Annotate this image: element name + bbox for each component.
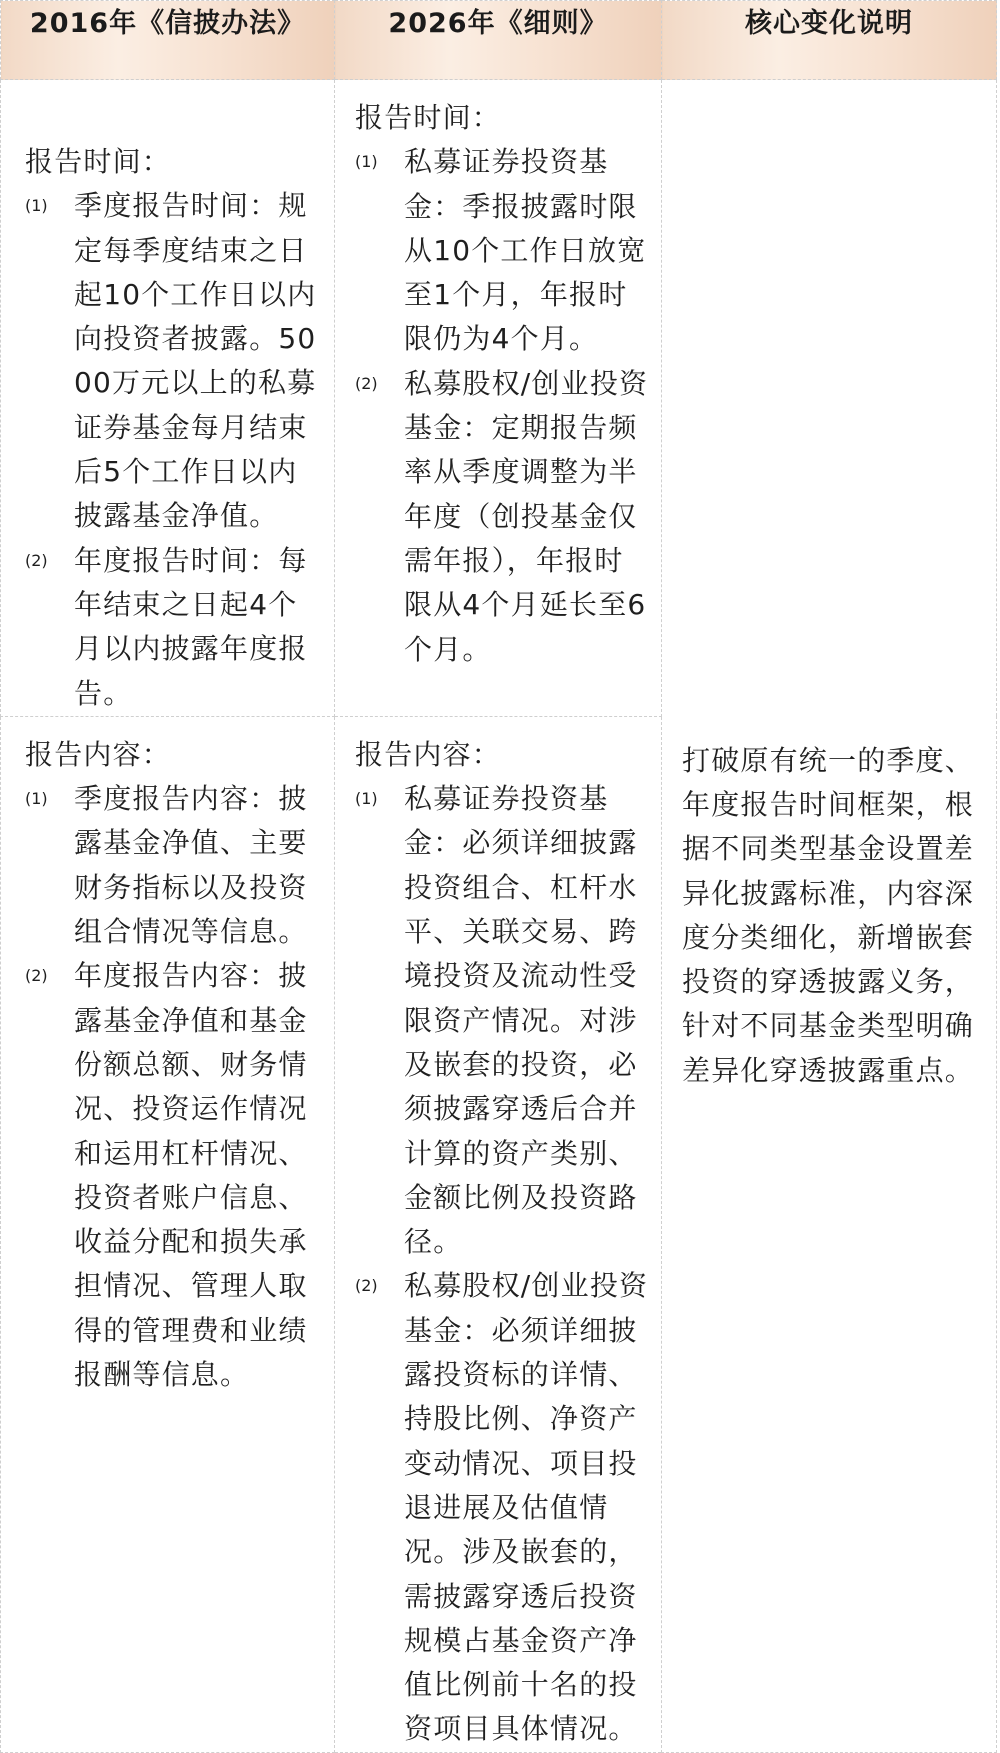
new-report-content-heading: 报告内容： <box>355 737 502 771</box>
column-header-change-summary: 核心变化说明 <box>662 1 997 80</box>
old-report-time-cell <box>1 80 335 717</box>
old-report-time-heading: 报告时间： <box>25 145 172 178</box>
item-text: 年度报告时间：每年结束之日起4个月以内披露年度报告。 <box>74 543 308 710</box>
item-text: 私募股权/创业投资基金：定期报告频率从季度调整为半年度（创投基金仅需年报），年报时限从4个月延长至6个月。 <box>404 366 649 666</box>
column-header-old-rules: 2016年《信披办法》 <box>1 1 335 80</box>
item-number: (2) <box>355 1276 378 1296</box>
table-row-report-time <box>1 80 997 717</box>
old-report-content-list <box>25 777 320 1397</box>
item-number: (2) <box>25 550 48 570</box>
new-report-content-list <box>355 777 651 1752</box>
change-summary-text: 打破原有统一的季度、年度报告时间框架，根据不同类型基金设置差异化披露标准，内容深度分类细化，新增嵌套投资的穿透披露义务，针对不同基金类型明确差异化穿透披露重点。 <box>682 743 975 1087</box>
header-row <box>1 1 997 80</box>
item-text: 年度报告内容：披露基金净值和基金份额总额、财务情况、投资运作情况和运用杠杆情况、投资者账户信息、收益分配和损失承担情况、管理人取得的管理费和业绩报酬等信息。 <box>74 959 308 1392</box>
old-report-time-list <box>25 184 320 716</box>
new-report-content-cell <box>335 716 662 1752</box>
old-report-content-heading: 报告内容： <box>25 737 172 771</box>
old-report-content-cell <box>1 716 335 1752</box>
item-number: (1) <box>25 196 48 216</box>
item-number: (2) <box>25 966 48 986</box>
item-number: (1) <box>355 789 378 809</box>
list-item <box>355 777 651 1264</box>
new-report-time-list <box>355 140 651 672</box>
list-item <box>25 539 320 716</box>
item-text: 季度报告时间：规定每季度结束之日起10个工作日以内向投资者披露。5000万元以上的私募证券基金每月结束后5个工作日以内披露基金净值。 <box>74 189 317 533</box>
item-text: 季度报告内容：披露基金净值、主要财务指标以及投资组合情况等信息。 <box>74 782 308 949</box>
new-report-time-cell <box>335 80 662 717</box>
item-text: 私募证券投资基金：季报披露时限从10个工作日放宽至1个月，年报时限仍为4个月。 <box>404 145 647 356</box>
list-item <box>25 777 320 954</box>
list-item <box>25 954 320 1397</box>
item-number: (1) <box>25 789 48 809</box>
column-header-new-rules: 2026年《细则》 <box>335 1 662 80</box>
item-number: (2) <box>355 373 378 393</box>
item-text: 私募股权/创业投资基金：必须详细披露投资标的详情、持股比例、净资产变动情况、项目投退进展及估值情况。涉及嵌套的，需披露穿透后投资规模占基金资产净值比例前十名的投资项目具体情况。 <box>404 1269 649 1746</box>
item-text: 私募证券投资基金：必须详细披露投资组合、杠杆水平、关联交易、跨境投资及流动性受限资产情况。对涉及嵌套的投资，必须披露穿透后合并计算的资产类别、金额比例及投资路径。 <box>404 782 638 1259</box>
new-report-time-heading: 报告时间： <box>355 101 502 134</box>
change-summary-cell <box>662 80 997 1753</box>
list-item <box>355 140 651 361</box>
list-item <box>355 362 651 672</box>
list-item <box>25 184 320 538</box>
list-item <box>355 1264 651 1751</box>
item-number: (1) <box>355 152 378 172</box>
